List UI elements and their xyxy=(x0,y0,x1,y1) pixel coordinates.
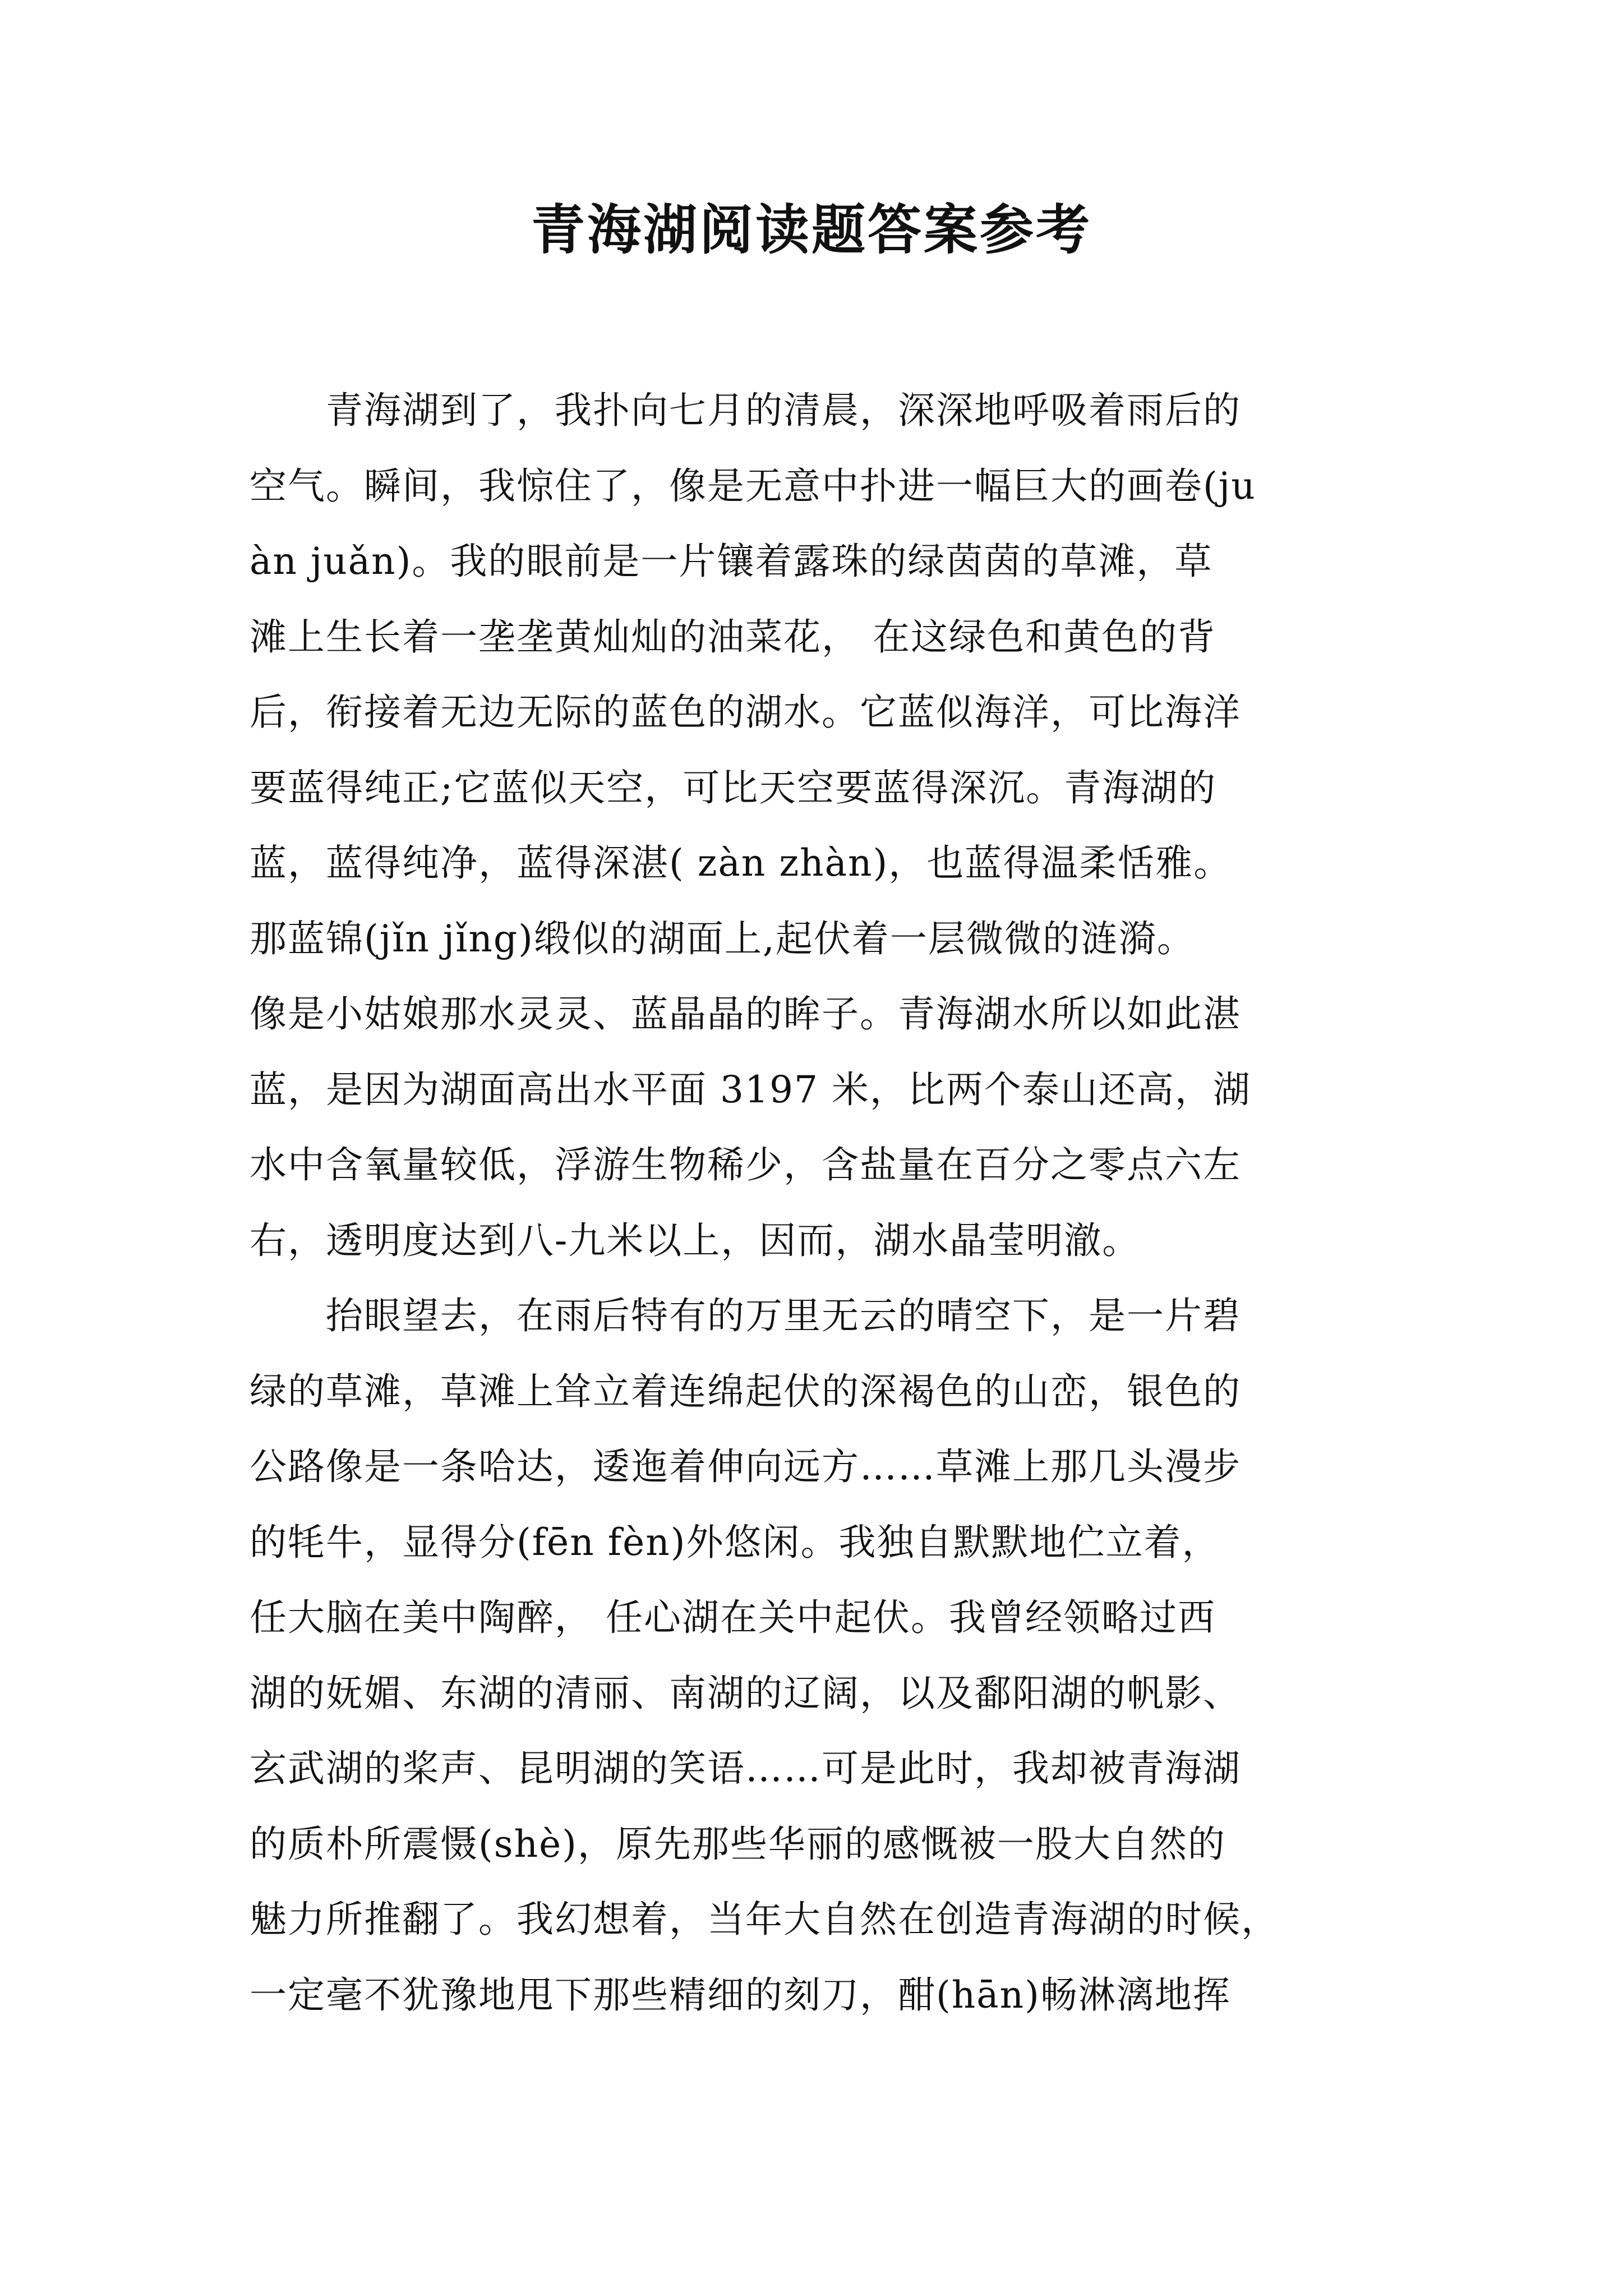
text-line: 后，衔接着无边无际的蓝色的湖水。它蓝似海洋，可比海洋 xyxy=(250,691,1241,734)
document-title: 青海湖阅读题答案参考 xyxy=(531,198,1092,261)
text-line: 蓝，是因为湖面高出水平面 3197 米，比两个泰山还高，湖 xyxy=(250,1068,1251,1111)
text-line: 那蓝锦(jǐn jǐng)缎似的湖面上,起伏着一层微微的涟漪。 xyxy=(250,917,1195,960)
text-line: 公路像是一条哈达，逶迤着伸向远方……草滩上那几头漫步 xyxy=(250,1445,1241,1488)
text-line: 空气。瞬间，我惊住了，像是无意中扑进一幅巨大的画卷(ju xyxy=(250,464,1256,508)
text-line: 绿的草滩，草滩上耸立着连绵起伏的深褐色的山峦，银色的 xyxy=(250,1369,1241,1413)
text-line: 魅力所推翻了。我幻想着，当年大自然在创造青海湖的时候， xyxy=(250,1898,1279,1941)
text-line: 滩上生长着一垄垄黄灿灿的油菜花， 在这绿色和黄色的背 xyxy=(250,615,1216,659)
text-line: 的牦牛，显得分(fēn fèn)外悠闲。我独自默默地伫立着， xyxy=(250,1520,1220,1564)
text-line: 水中含氧量较低，浮游生物稀少，含盐量在百分之零点六左 xyxy=(250,1143,1241,1186)
text-line: 青海湖到了，我扑向七月的清晨，深深地呼吸着雨后的 xyxy=(250,389,1241,432)
text-line: 玄武湖的桨声、昆明湖的笑语……可是此时，我却被青海湖 xyxy=(250,1747,1241,1790)
text-line: 蓝，蓝得纯净，蓝得深湛( zàn zhàn)，也蓝得温柔恬雅。 xyxy=(250,841,1232,885)
text-line: 像是小姑娘那水灵灵、蓝晶晶的眸子。青海湖水所以如此湛 xyxy=(250,992,1241,1036)
text-line: 湖的妩媚、东湖的清丽、南湖的辽阔，以及鄱阳湖的帆影、 xyxy=(250,1671,1241,1715)
text-line: 右，透明度达到八-九米以上，因而，湖水晶莹明澈。 xyxy=(250,1218,1141,1262)
text-line: 要蓝得纯正;它蓝似天空，可比天空要蓝得深沉。青海湖的 xyxy=(250,766,1217,809)
text-line: 抬眼望去，在雨后特有的万里无云的晴空下，是一片碧 xyxy=(250,1294,1241,1337)
text-line: 任大脑在美中陶醉， 任心湖在关中起伏。我曾经领略过西 xyxy=(250,1596,1216,1639)
text-line: àn juǎn)。我的眼前是一片镶着露珠的绿茵茵的草滩，草 xyxy=(250,540,1213,583)
text-line: 的质朴所震慑(shè)，原先那些华丽的感慨被一股大自然的 xyxy=(250,1822,1226,1866)
document-body xyxy=(250,373,1377,2033)
text-line: 一定毫不犹豫地甩下那些精细的刻刀，酣(hān)畅淋漓地挥 xyxy=(250,1973,1231,2017)
